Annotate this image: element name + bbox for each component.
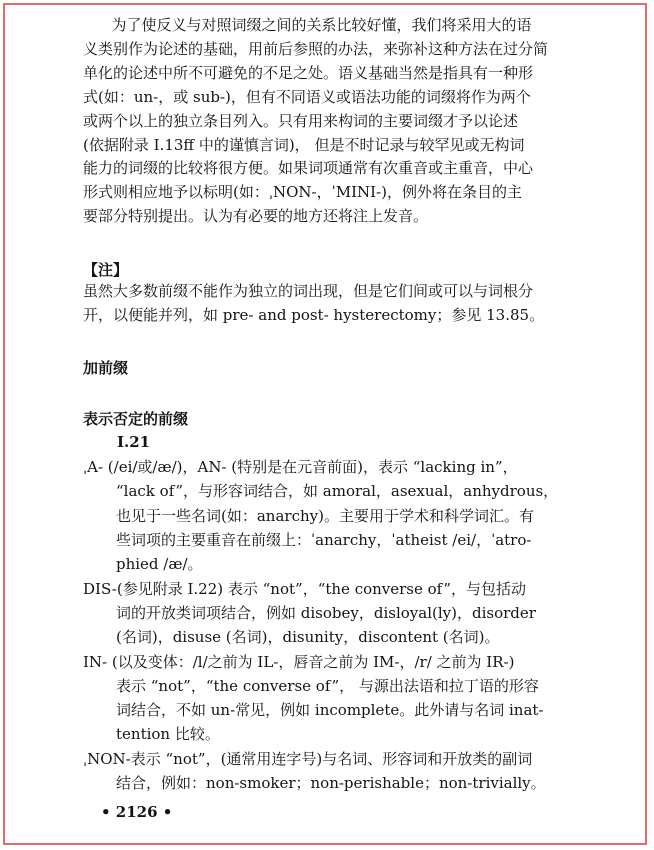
page-number: • 2126 •: [101, 803, 173, 821]
entry-line: IN- (以及变体：/l/之前为 IL-，唇音之前为 IM-，/r/ 之前为 IR-): [83, 652, 515, 671]
entry-line: 词的开放类词项结合，例如 disobey，disloyal(ly)，disorder: [116, 603, 536, 622]
entry-line: 也见于一些名词(如：anarchy)。主要用于学术和科学词汇。有: [116, 506, 534, 525]
prefix-entries: [83, 455, 583, 795]
note-heading: 【注】: [83, 261, 129, 280]
text-line: 义类别作为论述的基础，用前后参照的办法，来弥补这种方法在过分简: [83, 39, 549, 58]
entry-line: 表示 “not”，“the converse of”， 与源出法语和拉丁语的形容: [116, 676, 539, 695]
text-line: (依据附录 Ⅰ.13ff 中的谨慎言词)， 但是不时记录与较罕见或无构词: [83, 135, 525, 154]
entry-line: “lack of”，与形容词结合，如 amoral，asexual，anhydrous，: [116, 482, 559, 501]
text-line: 开，以便能并列，如 pre- and post- hysterectomy；参见 13.85。: [83, 305, 545, 324]
text-line: 单化的论述中所不可避免的不足之处。语义基础当然是指具有一种形: [83, 63, 534, 82]
entry-line: 结合，例如：non-smoker；non-perishable；non-trivially。: [116, 774, 546, 793]
entry-line: phied /æ/。: [116, 555, 203, 574]
intro-paragraph: [83, 14, 583, 229]
entry-line: DIS-(参见附录 Ⅰ.22) 表示 “not”，“the converse of”，与包括动: [83, 579, 527, 598]
prefix-entry: [83, 650, 583, 747]
prefix-entry: [83, 455, 583, 576]
text-line: 要部分特别提出。认为有必要的地方还将注上发音。: [83, 207, 429, 226]
subsection-heading: 表示否定的前缀: [83, 410, 189, 429]
text-line: 形式则相应地予以标明(如：ˌNON-，ˈMINI-)，例外将在条目的主: [83, 183, 522, 202]
text-line: 虽然大多数前缀不能作为独立的词出现，但是它们间或可以与词根分: [83, 282, 534, 301]
prefix-entry: [83, 747, 583, 796]
text-line: 能力的词缀的比较将很方便。如果词项通常有次重音或主重音，中心: [83, 159, 534, 178]
entry-line: 些词项的主要重音在前缀上：ˈanarchy，ˈatheist /ei/，ˈatro-: [116, 531, 532, 550]
note-paragraph: [83, 280, 583, 327]
section-heading: 加前缀: [83, 359, 129, 378]
document-page: [83, 14, 583, 795]
entry-line: ˌA- (/ei/或/æ/)，AN- (特别是在元音前面)，表示 “lacking in”，: [83, 458, 518, 477]
text-line: 为了使反义与对照词缀之间的关系比较好懂，我们将采用大的语: [111, 16, 532, 34]
prefix-entry: [83, 577, 583, 650]
text-line: 式(如：un-，或 sub-)，但有不同语义或语法功能的词缀将作为两个: [83, 87, 531, 106]
entry-line: (名词)，disuse (名词)，disunity，discontent (名词)。: [116, 628, 500, 647]
entry-line: tention 比较。: [116, 725, 220, 744]
text-line: 或两个以上的独立条目列入。只有用来构词的主要词缀才予以论述: [83, 111, 519, 130]
section-number: I.21: [117, 433, 151, 452]
entry-line: ˌNON-表示 “not”，(通常用连字号)与名词、形容词和开放类的副词: [83, 749, 533, 768]
entry-line: 词结合，不如 un-常见，例如 incomplete。此外请与名词 inat-: [116, 701, 544, 720]
